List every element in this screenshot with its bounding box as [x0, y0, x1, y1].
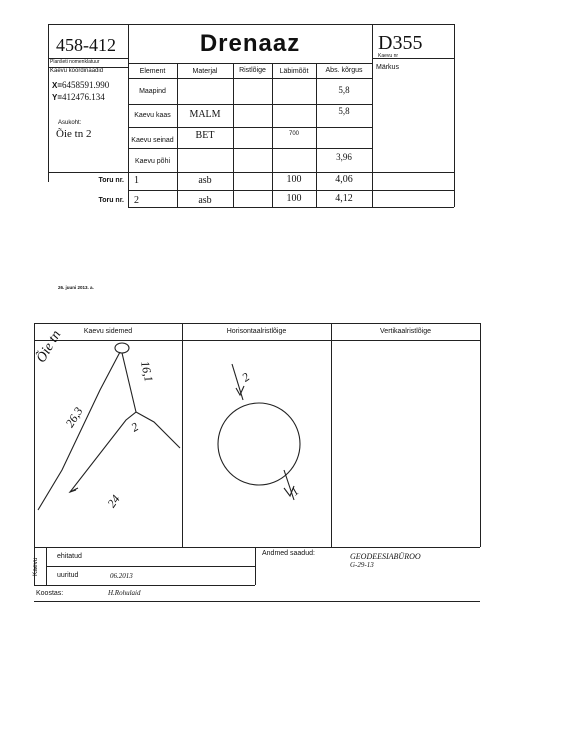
table-row-element: Kaevu kaas — [134, 112, 171, 119]
pipe-material: asb — [198, 175, 212, 186]
col-cross-section: Ristlõige — [239, 67, 266, 74]
connections-sketch — [34, 340, 182, 547]
table-row-height: 3,96 — [336, 152, 352, 162]
pipe-number: 1 — [134, 175, 139, 186]
coords-caption: Kaevu koordinaadid — [50, 68, 104, 74]
table-row-material: BET — [195, 130, 215, 141]
x-coordinate: X=6458591.990 — [52, 80, 110, 90]
compiled-label: Koostas: — [36, 590, 64, 597]
pipe-height: 4,12 — [335, 193, 353, 204]
col-diameter: Läbimõõt — [279, 68, 309, 75]
well-no-label: Kaevu nr — [378, 53, 399, 59]
section-vertical: Vertikaalristlõige — [380, 328, 431, 335]
street-label: Õie tn — [34, 328, 65, 366]
length-label: 24 — [104, 492, 123, 511]
col-element: Element — [139, 68, 166, 75]
table-row-height: 5,8 — [338, 85, 350, 95]
pipe-diameter: 100 — [286, 174, 302, 185]
length-label: 16,1 — [137, 359, 157, 384]
y-coordinate: Y=412476.134 — [52, 92, 105, 102]
data-from-code: G-29-13 — [350, 561, 374, 569]
surveyed-date: 06.2013 — [110, 572, 133, 580]
location-value: Õie tn 2 — [56, 128, 92, 140]
table-row-element: Kaevu seinad — [131, 137, 174, 144]
data-from-label: Andmed saadud: — [262, 550, 315, 557]
pipe-label: Toru nr. — [98, 197, 124, 204]
date-stamp: 26. juuni 2013. a. — [58, 285, 94, 290]
inlet-pipe — [232, 364, 243, 400]
data-from-org: GEODEESIABÜROO — [350, 552, 421, 561]
horizontal-section-sketch — [182, 340, 331, 547]
well-circle — [218, 403, 300, 485]
section-connections: Kaevu sidemed — [83, 328, 133, 335]
well-symbol — [115, 343, 129, 353]
col-abs-height: Abs. kõrgus — [325, 67, 363, 74]
inlet-label: 2 — [239, 369, 253, 385]
pipe-branch — [136, 412, 180, 448]
table-row-element: Maapind — [139, 88, 166, 95]
compiled-name: H.Rohulaid — [108, 589, 141, 597]
pipe-material: asb — [198, 195, 212, 206]
table-row-diameter: 700 — [288, 131, 299, 137]
outlet-label: 1 — [287, 483, 302, 499]
street-line — [38, 352, 120, 510]
built-label: ehitatud — [57, 553, 82, 560]
pipe-number: 2 — [134, 195, 139, 206]
pipe-label: Toru nr. — [98, 177, 124, 184]
location-label: Asukoht: — [58, 120, 82, 126]
section-horizontal: Horisontaalristlõige — [226, 328, 287, 335]
table-row-element: Kaevu põhi — [134, 158, 171, 165]
page-title: Drenaaz — [199, 30, 301, 57]
side-label: Kaevu — [32, 557, 39, 576]
plan-number: 458-412 — [56, 35, 116, 55]
table-row-material: MALM — [189, 109, 221, 120]
table-row-height: 5,8 — [338, 106, 350, 116]
remarks-label: Märkus — [376, 64, 399, 71]
length-label: 26,3 — [62, 404, 86, 430]
col-material: Materjal — [192, 68, 218, 75]
pipe-label-sketch: 2 — [128, 419, 141, 435]
surveyed-label: uuritud — [57, 572, 79, 579]
plan-caption: Planšeti nomenklatuur — [50, 59, 100, 65]
pipe-diameter: 100 — [286, 193, 302, 204]
pipe-height: 4,06 — [335, 174, 353, 185]
well-id: D355 — [378, 32, 423, 54]
